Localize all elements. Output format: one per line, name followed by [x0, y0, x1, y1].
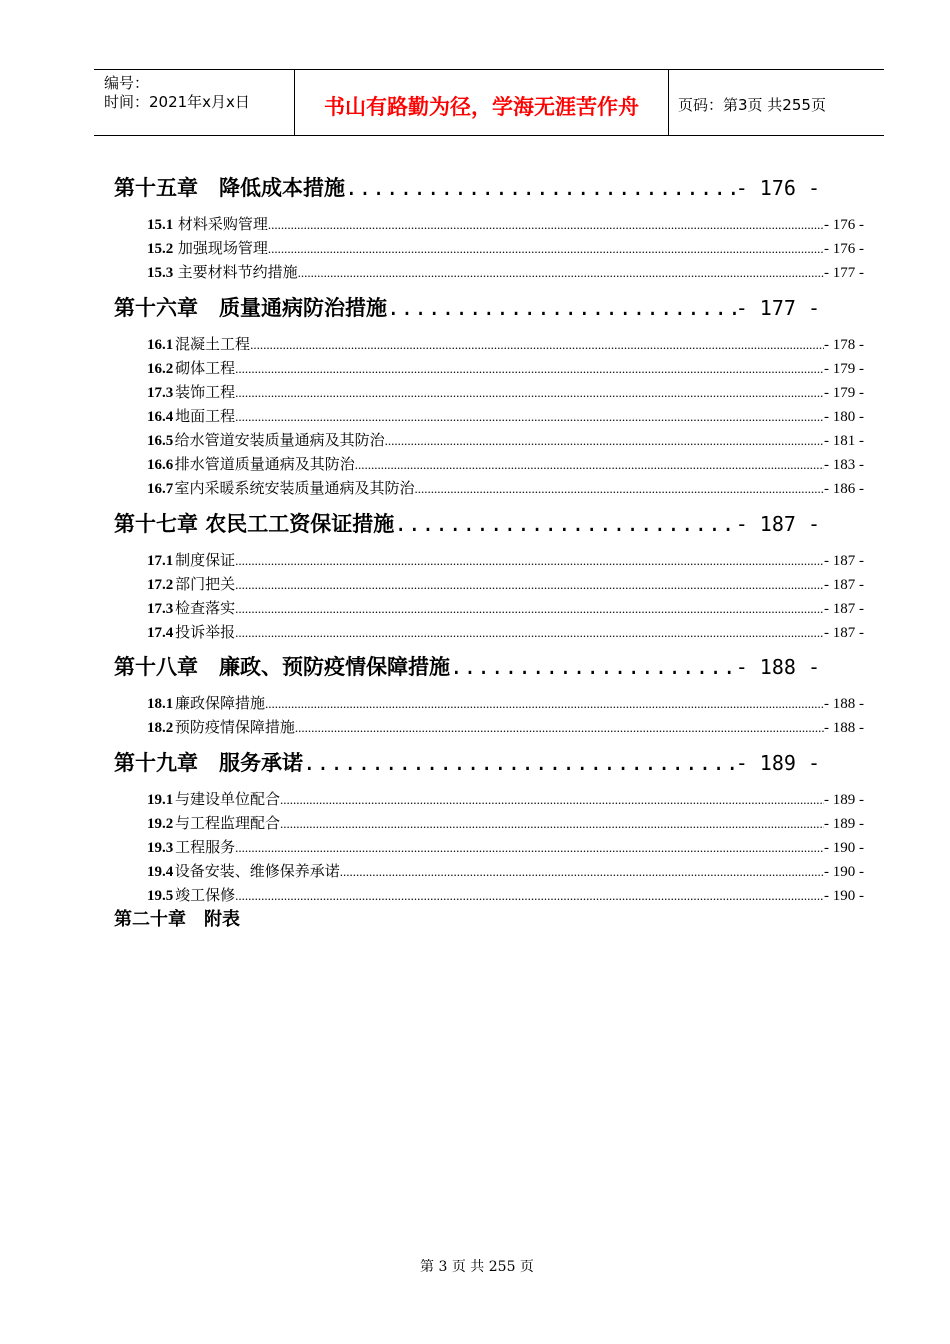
toc-chapter-page: - 187 - [735, 512, 820, 536]
document-time: 时间：2021年x月x日 [104, 93, 250, 111]
toc-leader-dots [265, 693, 824, 714]
toc-section-entry[interactable] [147, 333, 864, 355]
toc-leader-dots [450, 652, 736, 682]
toc-section-entry[interactable] [147, 261, 864, 283]
toc-section-page: - 180 - [824, 409, 864, 425]
toc-section-number: 16.5 [147, 433, 174, 449]
toc-chapter-page: - 177 - [735, 296, 820, 320]
toc-chapter-title: 第十六章 质量通病防治措施 [114, 295, 387, 320]
toc-section-entry[interactable] [147, 381, 864, 403]
toc-leader-dots [235, 550, 824, 571]
toc-section-entry[interactable] [147, 453, 864, 475]
page-footer: 第 3 页 共 255 页 [420, 1259, 534, 1275]
toc-section-title: 与建设单位配合 [174, 790, 280, 808]
toc-section-page: - 177 - [824, 265, 864, 281]
toc-leader-dots [387, 293, 736, 323]
toc-section-title: 地面工程 [175, 407, 236, 425]
toc-leader-dots [280, 789, 824, 810]
toc-section-number: 19.2 [147, 816, 174, 832]
toc-section-entry[interactable] [147, 884, 864, 906]
toc-section-entry[interactable] [147, 213, 864, 235]
toc-leader-dots [235, 574, 824, 595]
toc-section-number: 18.1 [147, 696, 174, 712]
toc-section-page: - 179 - [824, 361, 864, 377]
toc-leader-dots [268, 214, 824, 235]
toc-section-entry[interactable] [147, 237, 864, 259]
toc-section-page: - 186 - [824, 481, 864, 497]
toc-leader-dots [235, 406, 824, 427]
toc-section-number: 16.2 [147, 361, 174, 377]
toc-section-title: 设备安装、维修保养承诺 [174, 862, 340, 880]
toc-section-entry[interactable] [147, 836, 864, 858]
toc-section-page: - 190 - [824, 840, 864, 856]
toc-leader-dots [250, 334, 824, 355]
toc-section-number: 16.4 [147, 409, 174, 425]
toc-section-title: 加强现场管理 [177, 239, 268, 257]
toc-chapter-title: 第十九章 服务承诺 [114, 750, 303, 775]
toc-section-title: 工程服务 [175, 838, 236, 856]
toc-section-title: 混凝土工程 [175, 335, 251, 353]
toc-section-title: 排水管道质量通病及其防治 [174, 455, 355, 473]
toc-section-title: 室内采暖系统安装质量通病及其防治 [174, 479, 415, 497]
toc-section-number: 15.1 [147, 217, 174, 233]
toc-section-entry[interactable] [147, 812, 864, 834]
toc-section-number: 16.6 [147, 457, 174, 473]
toc-chapter-title: 第十五章 降低成本措施 [114, 175, 345, 200]
toc-section-title: 部门把关 [175, 575, 236, 593]
toc-section-number: 17.4 [147, 625, 174, 641]
toc-section-page: - 187 - [824, 625, 864, 641]
toc-leader-dots [268, 238, 824, 259]
toc-leader-dots [235, 382, 824, 403]
toc-section-number: 15.2 [147, 241, 174, 257]
toc-chapter-page: - 188 - [735, 655, 820, 679]
toc-leader-dots [235, 837, 824, 858]
toc-section-entry[interactable] [147, 429, 864, 451]
toc-section-number: 16.7 [147, 481, 174, 497]
toc-section-number: 19.1 [147, 792, 174, 808]
toc-section-page: - 187 - [824, 601, 864, 617]
toc-section-page: - 190 - [824, 888, 864, 904]
header-motto: 书山有路勤为径，学海无涯苦作舟 [324, 95, 639, 119]
toc-section-title: 砌体工程 [175, 359, 236, 377]
toc-chapter-entry[interactable] [114, 748, 820, 778]
toc-section-entry[interactable] [147, 477, 864, 499]
toc-section-page: - 188 - [824, 720, 864, 736]
document-number-label: 编号： [104, 74, 150, 92]
toc-section-page: - 183 - [824, 457, 864, 473]
toc-chapter-entry[interactable] [114, 293, 820, 323]
toc-section-entry[interactable] [147, 860, 864, 882]
toc-chapter-entry[interactable] [114, 509, 820, 539]
toc-section-page: - 188 - [824, 696, 864, 712]
toc-chapter-entry-last[interactable] [114, 907, 514, 933]
toc-section-page: - 187 - [824, 577, 864, 593]
toc-leader-dots [415, 478, 824, 499]
toc-section-title: 装饰工程 [175, 383, 236, 401]
toc-leader-dots [345, 173, 736, 203]
toc-section-number: 19.5 [147, 888, 174, 904]
toc-chapter-page: - 189 - [735, 751, 820, 775]
toc-chapter-entry[interactable] [114, 173, 820, 203]
toc-leader-dots [394, 509, 735, 539]
toc-chapter-entry[interactable] [114, 652, 820, 682]
toc-section-page: - 176 - [824, 241, 864, 257]
toc-section-number: 16.1 [147, 337, 174, 353]
toc-section-number: 15.3 [147, 265, 174, 281]
toc-section-title: 投诉举报 [175, 623, 236, 641]
header-page-info: 页码：第3页 共255页 [678, 96, 826, 114]
toc-section-number: 17.3 [147, 601, 174, 617]
toc-chapter-title: 第二十章 附表 [114, 909, 240, 930]
toc-section-number: 17.2 [147, 577, 174, 593]
toc-section-title: 预防疫情保障措施 [174, 718, 295, 736]
toc-section-entry[interactable] [147, 357, 864, 379]
toc-leader-dots [235, 358, 824, 379]
toc-leader-dots [235, 622, 824, 643]
toc-section-page: - 181 - [824, 433, 864, 449]
toc-chapter-page: - 176 - [735, 176, 820, 200]
toc-section-number: 17.3 [147, 385, 174, 401]
toc-leader-dots [340, 861, 824, 882]
toc-section-page: - 189 - [824, 792, 864, 808]
toc-section-page: - 190 - [824, 864, 864, 880]
toc-section-page: - 178 - [824, 337, 864, 353]
toc-leader-dots [355, 454, 824, 475]
toc-section-number: 17.1 [147, 553, 174, 569]
toc-leader-dots [295, 717, 824, 738]
toc-section-number: 19.4 [147, 864, 174, 880]
toc-section-entry[interactable] [147, 573, 864, 595]
toc-section-title: 材料采购管理 [177, 215, 268, 233]
toc-section-entry[interactable] [147, 716, 864, 738]
toc-section-entry[interactable] [147, 788, 864, 810]
toc-section-number: 19.3 [147, 840, 174, 856]
toc-section-page: - 176 - [824, 217, 864, 233]
toc-leader-dots [280, 813, 824, 834]
toc-section-entry[interactable] [147, 597, 864, 619]
toc-chapter-title: 第十八章 廉政、预防疫情保障措施 [114, 654, 450, 679]
toc-section-entry[interactable] [147, 621, 864, 643]
toc-section-entry[interactable] [147, 405, 864, 427]
toc-leader-dots [303, 748, 736, 778]
toc-section-title: 廉政保障措施 [175, 694, 266, 712]
toc-section-page: - 189 - [824, 816, 864, 832]
toc-section-title: 制度保证 [175, 551, 236, 569]
toc-section-page: - 179 - [824, 385, 864, 401]
toc-leader-dots [385, 430, 824, 451]
toc-leader-dots [298, 262, 824, 283]
toc-section-page: - 187 - [824, 553, 864, 569]
toc-leader-dots [235, 885, 824, 906]
toc-section-title: 竣工保修 [175, 886, 236, 904]
toc-section-title: 与工程监理配合 [174, 814, 280, 832]
toc-section-entry[interactable] [147, 692, 864, 714]
toc-chapter-title: 第十七章 农民工工资保证措施 [114, 511, 395, 536]
toc-section-number: 18.2 [147, 720, 174, 736]
toc-section-entry[interactable] [147, 549, 864, 571]
toc-section-title: 检查落实 [175, 599, 236, 617]
toc-leader-dots [235, 598, 824, 619]
toc-section-title: 给水管道安装质量通病及其防治 [174, 431, 385, 449]
toc-section-title: 主要材料节约措施 [177, 263, 298, 281]
